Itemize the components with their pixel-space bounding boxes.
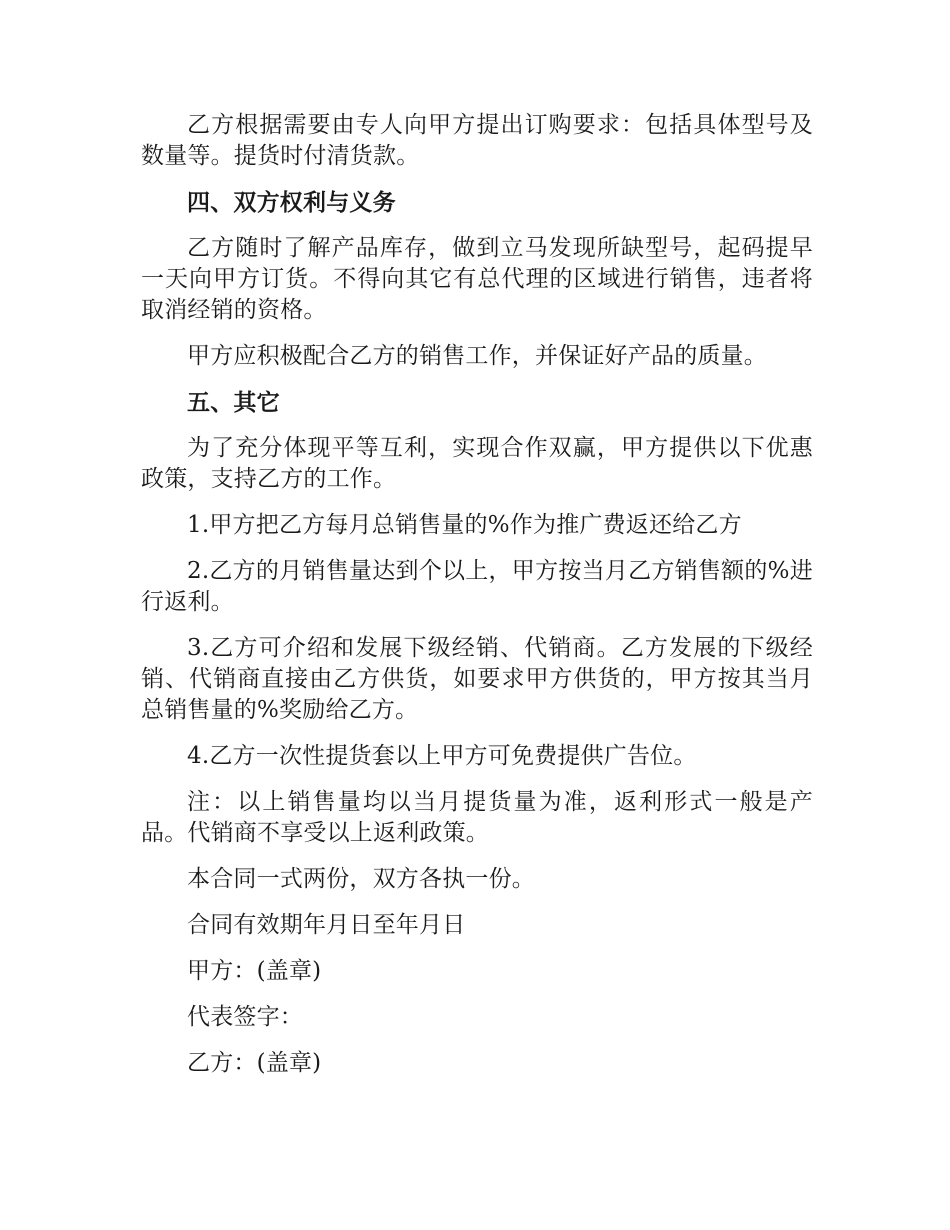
section-heading-other: 五、其它 [187,389,280,416]
party-b-seal: 乙方：(盖章) [187,1050,322,1076]
policy-item-3: 3.乙方可介绍和发展下级经销、代销商。乙方发展的下级经销、代销商直接由乙方供货，如要求甲方供货的，甲方按其当月总销售量的%奖励给乙方。 [141,635,813,723]
document-body [141,110,813,1094]
paragraph-validity: 合同有效期年月日至年月日 [187,912,466,938]
section-heading-rights-obligations: 四、双方权利与义务 [187,189,396,216]
policy-item-1: 1.甲方把乙方每月总销售量的%作为推广费返还给乙方 [187,512,742,538]
paragraph-quality: 甲方应积极配合乙方的销售工作，并保证好产品的质量。 [187,343,767,369]
paragraph-inventory: 乙方随时了解产品库存，做到立马发现所缺型号，起码提早一天向甲方订货。不得向其它有总代理的区域进行销售，违者将取消经销的资格。 [141,235,813,323]
paragraph-note: 注：以上销售量均以当月提货量为准，返利形式一般是产品。代销商不享受以上返利政策。 [141,789,813,846]
paragraph-copies: 本合同一式两份，双方各执一份。 [187,866,535,892]
representative-signature: 代表签字： [187,1004,303,1030]
policy-item-4: 4.乙方一次性提货套以上甲方可免费提供广告位。 [187,743,697,769]
party-a-seal: 甲方：(盖章) [187,958,322,984]
paragraph-policy-intro: 为了充分体现平等互利，实现合作双赢，甲方提供以下优惠政策，支持乙方的工作。 [141,435,813,492]
policy-item-2: 2.乙方的月销售量达到个以上，甲方按当月乙方销售额的%进行返利。 [141,558,813,615]
paragraph-order-request: 乙方根据需要由专人向甲方提出订购要求：包括具体型号及数量等。提货时付清货款。 [141,112,813,169]
